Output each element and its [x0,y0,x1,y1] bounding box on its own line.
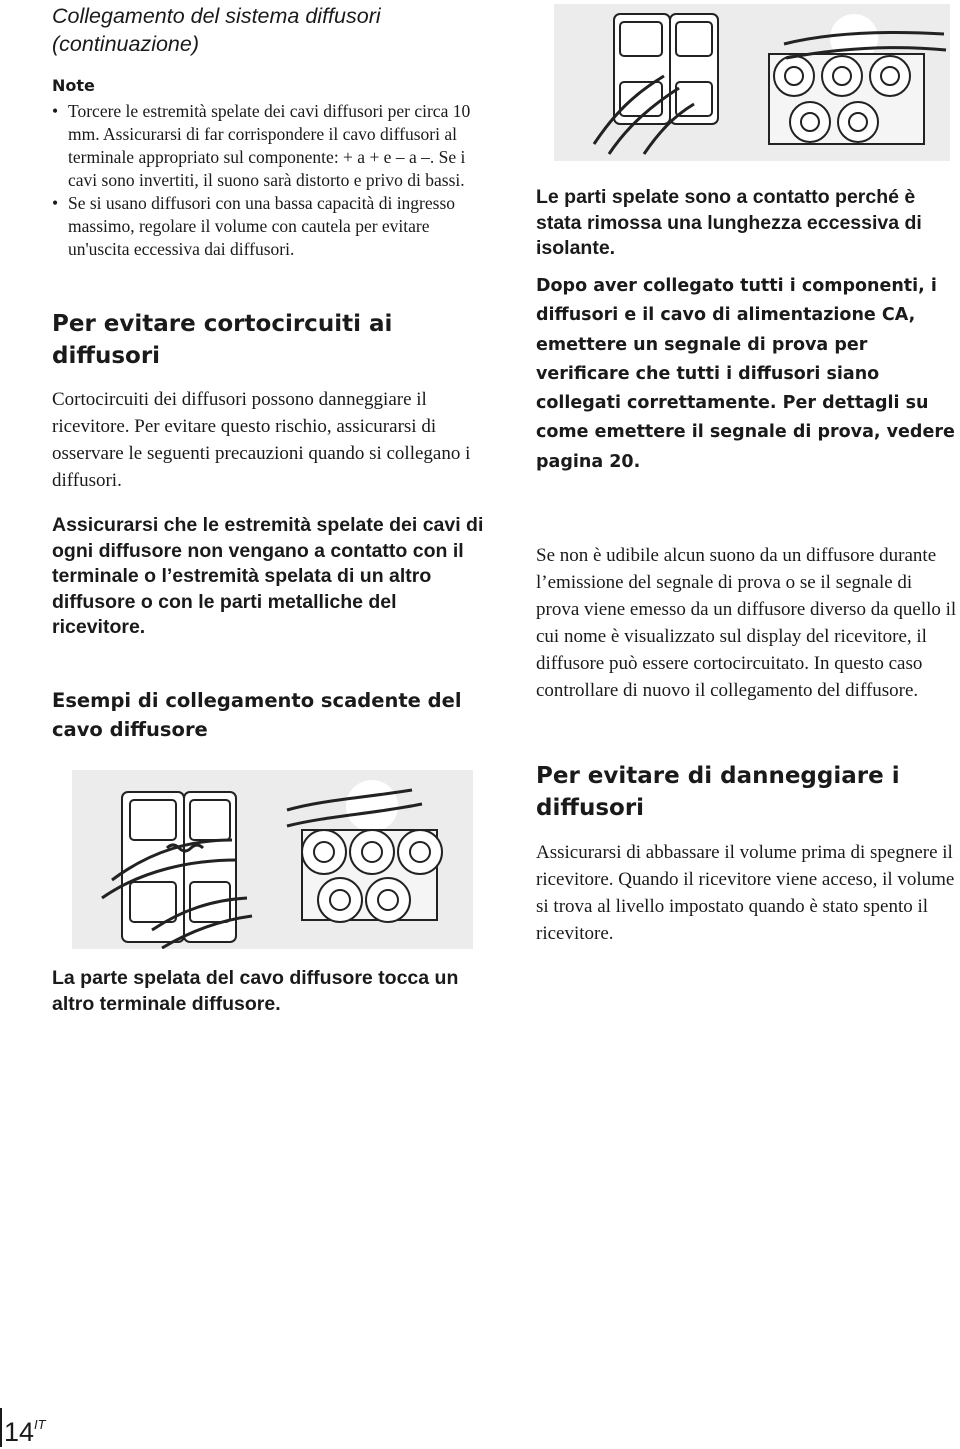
stripped-wire-caption: Le parti spelate sono a contatto perché è stata rimossa una lunghezza eccessiva di isolante. [536,186,922,259]
page-number [0,1408,60,1449]
damage-body: Assicurarsi di abbassare il volume prima di spegnere il ricevitore. Quando il ricevitore viene acceso, il volume si trova al livello impostato quando è stato spento il ricevitore. [536,842,955,944]
test-signal-body: Se non è udibile alcun suono da un diffusore durante l’emissione del segnale di prova o se il segnale di prova viene emesso da un diffusore diverso da quello il cui nome è visualizzato sul display del ricevitore, il diffusore può essere cortocircuitato. In questo caso controllare di nuovo il collegamento del diffusore. [536,545,957,701]
stripped-wire-illustration [554,4,950,161]
poor-connection-illustration [72,770,473,949]
note-item: • Se si usano diffusori con una bassa capacità di ingresso massimo, regolare il volume con cautela per evitare un'uscita eccessiva dai diffusori. [52,192,492,261]
short-circuit-warning: Assicurarsi che le estremità spelate dei cavi di ogni diffusore non vengano a contatto con il terminale o l’estremità spelata di un altro diffusore o con le parti metalliche del ricevitore. [52,514,484,638]
test-signal-instruction: Dopo aver collegato tutti i componenti, i diffusori e il cavo di alimentazione CA, emettere un segnale di prova per verificare che tutti i diffusori siano collegati correttamente. Per dettagli su come emettere il segnale di prova, vedere pagina 20. [536,276,955,472]
note-item: • Torcere le estremità spelate dei cavi diffusori per circa 10 mm. Assicurarsi di far corrispondere il cavo diffusori al terminale appropriato sul componente: + a + e – a –. Se i cavi sono invertiti, il suono sarà distorto e privo di bassi. [52,100,492,192]
notes-list [52,100,492,261]
speaker-terminal-illustration [554,4,950,161]
page-number-value: 14 [4,1417,35,1447]
short-circuit-body: Cortocircuiti dei diffusori possono danneggiare il ricevitore. Per evitare questo rischio, assicurarsi di osservare le seguenti precauzioni quando si collegano i diffusori. [52,389,471,491]
damage-heading: Per evitare di danneggiare i diffusori [536,763,900,821]
poor-connection-caption: La parte spelata del cavo diffusore tocca un altro terminale diffusore. [52,967,459,1015]
short-circuit-heading: Per evitare cortocircuiti ai diffusori [52,311,393,369]
page-language: IT [34,1417,46,1432]
section-title: Collegamento del sistema diffusori (continuazione) [52,4,381,56]
note-heading: Note [52,76,95,95]
poor-connection-heading: Esempi di collegamento scadente del cavo diffusore [52,689,462,741]
speaker-terminal-illustration [72,770,473,949]
